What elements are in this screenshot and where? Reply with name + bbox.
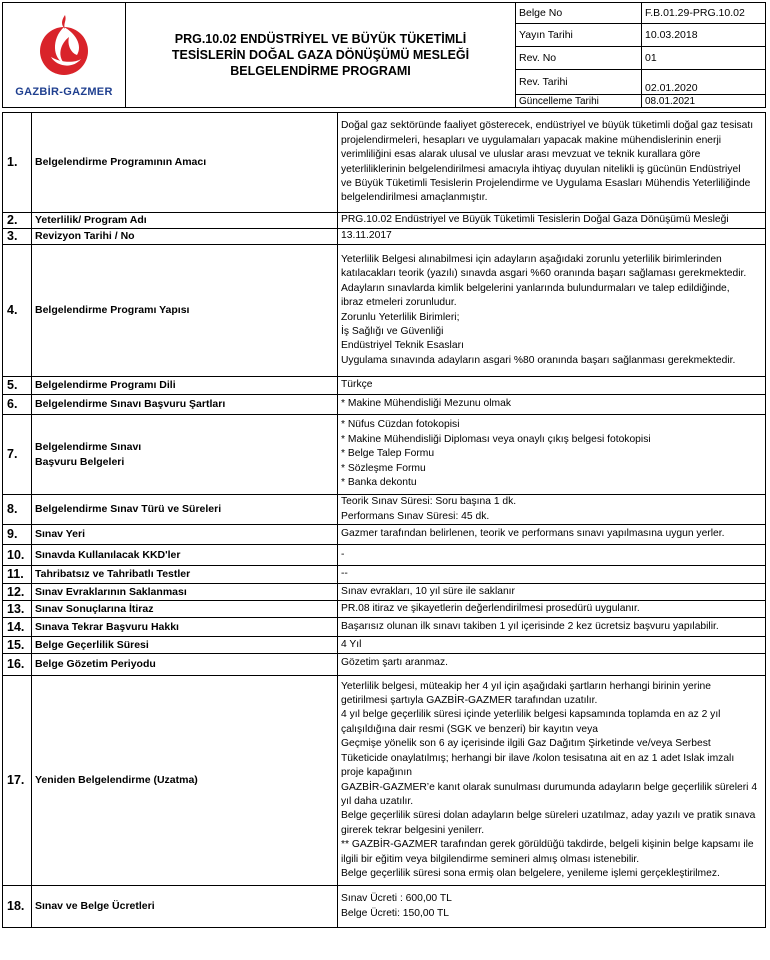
meta-value-rev-tarihi: 02.01.2020 (642, 70, 766, 95)
row-value-line: * Makine Mühendisliği Mezunu olmak (341, 398, 511, 410)
meta-label-belge-no: Belge No (516, 3, 642, 24)
table-row (3, 213, 766, 229)
row-value-line: Geçmişe yönelik son 6 ay içerisinde ilgili Gaz Dağıtım Şirketinde ve/veya Serbest (341, 738, 711, 750)
row-value-line: Gazmer tarafından belirlenen, teorik ve performans sınavı yapılmasına uygun yerler. (341, 528, 725, 540)
row-label-line: Başvuru Belgeleri (35, 455, 125, 468)
row-value-line: PR.08 itiraz ve şikayetlerin değerlendirilmesi prosedürü uygulanır. (341, 602, 640, 614)
row-value-line: Belge geçerlilik süresi sona ermiş olan belgelere, yenileme işlemi gerçekleştirilmez. (341, 867, 720, 879)
row-number: 15. (3, 637, 32, 654)
table-row (3, 113, 766, 213)
meta-value-guncelleme-tarihi: 08.01.2021 (642, 95, 766, 108)
row-label: Belgelendirme Programı Dili (32, 377, 338, 395)
row-label: Sınav ve Belge Ücretleri (32, 886, 338, 928)
row-value-line: -- (341, 568, 348, 580)
row-value-line: projelendirmeleri, hesapları ve uygulamaları yapacak makine mühendislerinin enerji (341, 134, 722, 146)
row-value (338, 601, 766, 618)
row-value (338, 213, 766, 229)
row-value-line: 13.11.2017 (341, 230, 392, 242)
row-number: 10. (3, 545, 32, 566)
row-value-line: * Sözleşme Formu (341, 462, 426, 474)
row-value (338, 584, 766, 601)
meta-label-yayin-tarihi: Yayın Tarihi (516, 24, 642, 47)
row-number: 6. (3, 395, 32, 415)
table-row (3, 886, 766, 928)
row-label: Sınavda Kullanılacak KKD'ler (32, 545, 338, 566)
row-number: 13. (3, 601, 32, 618)
row-label: Sınav Evraklarının Saklanması (32, 584, 338, 601)
row-value (338, 495, 766, 525)
row-value-line: katılacakları teorik (yazılı) sınavda asgari %60 oranında başarı sağlaması gerekmektedir. (341, 268, 747, 280)
row-label: Belgelendirme Programı Yapısı (32, 245, 338, 377)
row-value (338, 654, 766, 676)
document-header (2, 2, 766, 108)
table-row (3, 566, 766, 584)
table-row (3, 618, 766, 637)
row-value-line: Doğal gaz sektöründe faaliyet gösterecek, endüstriyel ve büyük tüketimli doğal gaz tesisatı (341, 120, 754, 132)
row-label (32, 415, 338, 495)
row-number: 3. (3, 229, 32, 245)
table-row (3, 245, 766, 377)
row-value-line: Yeterlilik belgesi, müteakip her 4 yıl için aşağıdaki şartların herhangi birinin yerine (341, 680, 711, 692)
row-value-line: 4 Yıl (341, 638, 362, 650)
row-value (338, 113, 766, 213)
row-value-line: belgelendirilmesi amaçlanmıştır. (341, 192, 488, 204)
row-value (338, 676, 766, 886)
table-row (3, 525, 766, 545)
row-value-line: Uygulama sınavında adayların asgari %80 oranında başarı sağlanması gerekmektedir. (341, 354, 736, 366)
row-value (338, 377, 766, 395)
row-number: 5. (3, 377, 32, 395)
document-title (126, 3, 516, 108)
row-value (338, 229, 766, 245)
row-value (338, 637, 766, 654)
meta-label-rev-tarihi: Rev. Tarihi (516, 70, 642, 95)
row-value-line: Sınav evrakları, 10 yıl süre ile saklanır (341, 585, 515, 597)
row-value (338, 886, 766, 928)
table-row (3, 676, 766, 886)
logo-text: GAZBİR-GAZMER (15, 85, 113, 98)
row-value (338, 415, 766, 495)
row-value-line: Belge geçerlilik süresi dolan adayların belge süreleri uzatılmaz, aday yazılı ve pratik sınava (341, 810, 756, 822)
row-value-line: PRG.10.02 Endüstriyel ve Büyük Tüketimli Tesislerin Doğal Gaza Dönüşümü Mesleği (341, 214, 729, 226)
title-line-3: BELGELENDİRME PROGRAMI (230, 64, 411, 78)
row-number: 9. (3, 525, 32, 545)
row-number: 18. (3, 886, 32, 928)
row-value-line: yeterliliklerinin belgelendirilmesi amacıyla ihtiyaç duyulan nitelikli iş gücünün Endüstriyel (341, 163, 741, 175)
row-label: Sınav Yeri (32, 525, 338, 545)
row-value-line: * Belge Talep Formu (341, 448, 435, 460)
table-row (3, 395, 766, 415)
row-value (338, 545, 766, 566)
row-label: Belgelendirme Sınavı Başvuru Şartları (32, 395, 338, 415)
row-value (338, 566, 766, 584)
table-row (3, 495, 766, 525)
table-row (3, 545, 766, 566)
row-number: 4. (3, 245, 32, 377)
row-value-line: ve Büyük Tüketimli Tesislerin Projelendirme ve Uygulama Esasları Mühendis Yeterliliğinde (341, 177, 751, 189)
row-label: Sınava Tekrar Başvuru Hakkı (32, 618, 338, 637)
program-details-table (2, 112, 766, 928)
row-number: 12. (3, 584, 32, 601)
row-value-line: girerek tekrar belgesini yenilerr. (341, 824, 485, 836)
row-label: Yeterlilik/ Program Adı (32, 213, 338, 229)
table-row (3, 654, 766, 676)
row-value (338, 525, 766, 545)
row-number: 2. (3, 213, 32, 229)
row-number: 14. (3, 618, 32, 637)
row-value-line: - (341, 548, 345, 560)
logo-cell (3, 3, 126, 108)
table-row (3, 229, 766, 245)
row-value-line: Yeterlilik Belgesi alınabilmesi için adayların aşağıdaki zorunlu yeterlilik birimlerinden (341, 253, 722, 265)
meta-value-belge-no: F.B.01.29-PRG.10.02 (642, 3, 766, 24)
row-value-line: Tüketicide onaylatılmış; herhangi bir ilave /kolon tesisatına ait en az 1 adet Islak imzalı (341, 752, 735, 764)
meta-label-rev-no: Rev. No (516, 47, 642, 70)
row-label: Belgelendirme Sınav Türü ve Süreleri (32, 495, 338, 525)
row-value (338, 618, 766, 637)
row-label: Yeniden Belgelendirme (Uzatma) (32, 676, 338, 886)
table-row (3, 377, 766, 395)
row-value-line: Sınav Ücreti : 600,00 TL (341, 893, 452, 905)
gazbir-flame-logo-icon (31, 13, 97, 79)
row-number: 17. (3, 676, 32, 886)
row-label: Belgelendirme Programının Amacı (32, 113, 338, 213)
row-value-line: ilgili bir eğitim veya bilgilendirme semineri almış olması istenebilir. (341, 853, 640, 865)
row-value (338, 245, 766, 377)
row-value-line: Performans Sınav Süresi: 45 dk. (341, 510, 490, 522)
row-label: Belge Gözetim Periyodu (32, 654, 338, 676)
row-value-line: 4 yıl belge geçerlilik süresi içinde yeterlilik belgesi kapsamında toplamda en az 2 yıl (341, 709, 721, 721)
row-value-line: GAZBİR-GAZMER’e kanıt olarak sunulması durumunda adayların belge geçerlilik süreleri 4 (341, 781, 758, 793)
row-number: 8. (3, 495, 32, 525)
row-label: Tahribatsız ve Tahribatlı Testler (32, 566, 338, 584)
table-row (3, 584, 766, 601)
table-row (3, 601, 766, 618)
row-label-line: Belgelendirme Sınavı (35, 441, 142, 454)
row-value-line: Gözetim şartı aranmaz. (341, 657, 449, 668)
row-value-line: * Makine Mühendisliği Diploması veya onaylı çıkış belgesi fotokopisi (341, 433, 651, 445)
row-value-line: getirilmesi şartıyla GAZBİR-GAZMER tarafından uzatılır. (341, 695, 598, 707)
row-value-line: yıl daha uzatılır. (341, 795, 414, 807)
meta-label-guncelleme-tarihi: Güncelleme Tarihi (516, 95, 642, 108)
meta-value-yayin-tarihi: 10.03.2018 (642, 24, 766, 47)
row-value-line: Türkçe (341, 379, 373, 391)
row-value-line: Zorunlu Yeterlilik Birimleri; (341, 311, 460, 323)
meta-value-rev-no: 01 (642, 47, 766, 70)
row-value-line: verimliliğini esas alarak ulusal ve uluslar arası mevzuat ve teknik kurallara göre (341, 149, 701, 161)
row-value-line: * Nüfus Cüzdan fotokopisi (341, 419, 460, 431)
row-label: Sınav Sonuçlarına İtiraz (32, 601, 338, 618)
row-number: 1. (3, 113, 32, 213)
row-value-line: * Banka dekontu (341, 477, 417, 489)
row-value-line: çalışıldığına dair resmi (SGK ve benzeri) bir kayıtın veya (341, 723, 598, 735)
table-row (3, 415, 766, 495)
row-value-line: Başarısız olunan ilk sınavı takiben 1 yıl içerisinde 2 kez ücretsiz başvuru yapılabilir. (341, 620, 719, 632)
row-number: 7. (3, 415, 32, 495)
row-value-line: ibraz etmeleri zorunludur. (341, 297, 457, 309)
row-value-line: proje kapağının (341, 767, 412, 779)
table-row (3, 637, 766, 654)
row-value-line: İş Sağlığı ve Güvenliği (341, 325, 444, 337)
row-value-line: Adayların sınavlarda kimlik belgelerini yanlarında bulundurmaları ve talep edildiğinde, (341, 282, 730, 294)
title-line-2: TESİSLERİN DOĞAL GAZA DÖNÜŞÜMÜ MESLEĞİ (171, 48, 470, 62)
title-line-1: PRG.10.02 ENDÜSTRİYEL VE BÜYÜK TÜKETİMLİ (174, 32, 467, 46)
row-value-line: Belge Ücreti: 150,00 TL (341, 907, 449, 919)
row-value-line: Endüstriyel Teknik Esasları (341, 340, 464, 352)
row-value-line: Teorik Sınav Süresi: Soru başına 1 dk. (341, 496, 517, 508)
row-number: 16. (3, 654, 32, 676)
row-value-line: ** GAZBİR-GAZMER tarafından gerek görüldüğü takdirde, belgeli kişinin belge kapsamı ile (341, 839, 754, 851)
row-number: 11. (3, 566, 32, 584)
row-value (338, 395, 766, 415)
row-label: Revizyon Tarihi / No (32, 229, 338, 245)
row-label: Belge Geçerlilik Süresi (32, 637, 338, 654)
